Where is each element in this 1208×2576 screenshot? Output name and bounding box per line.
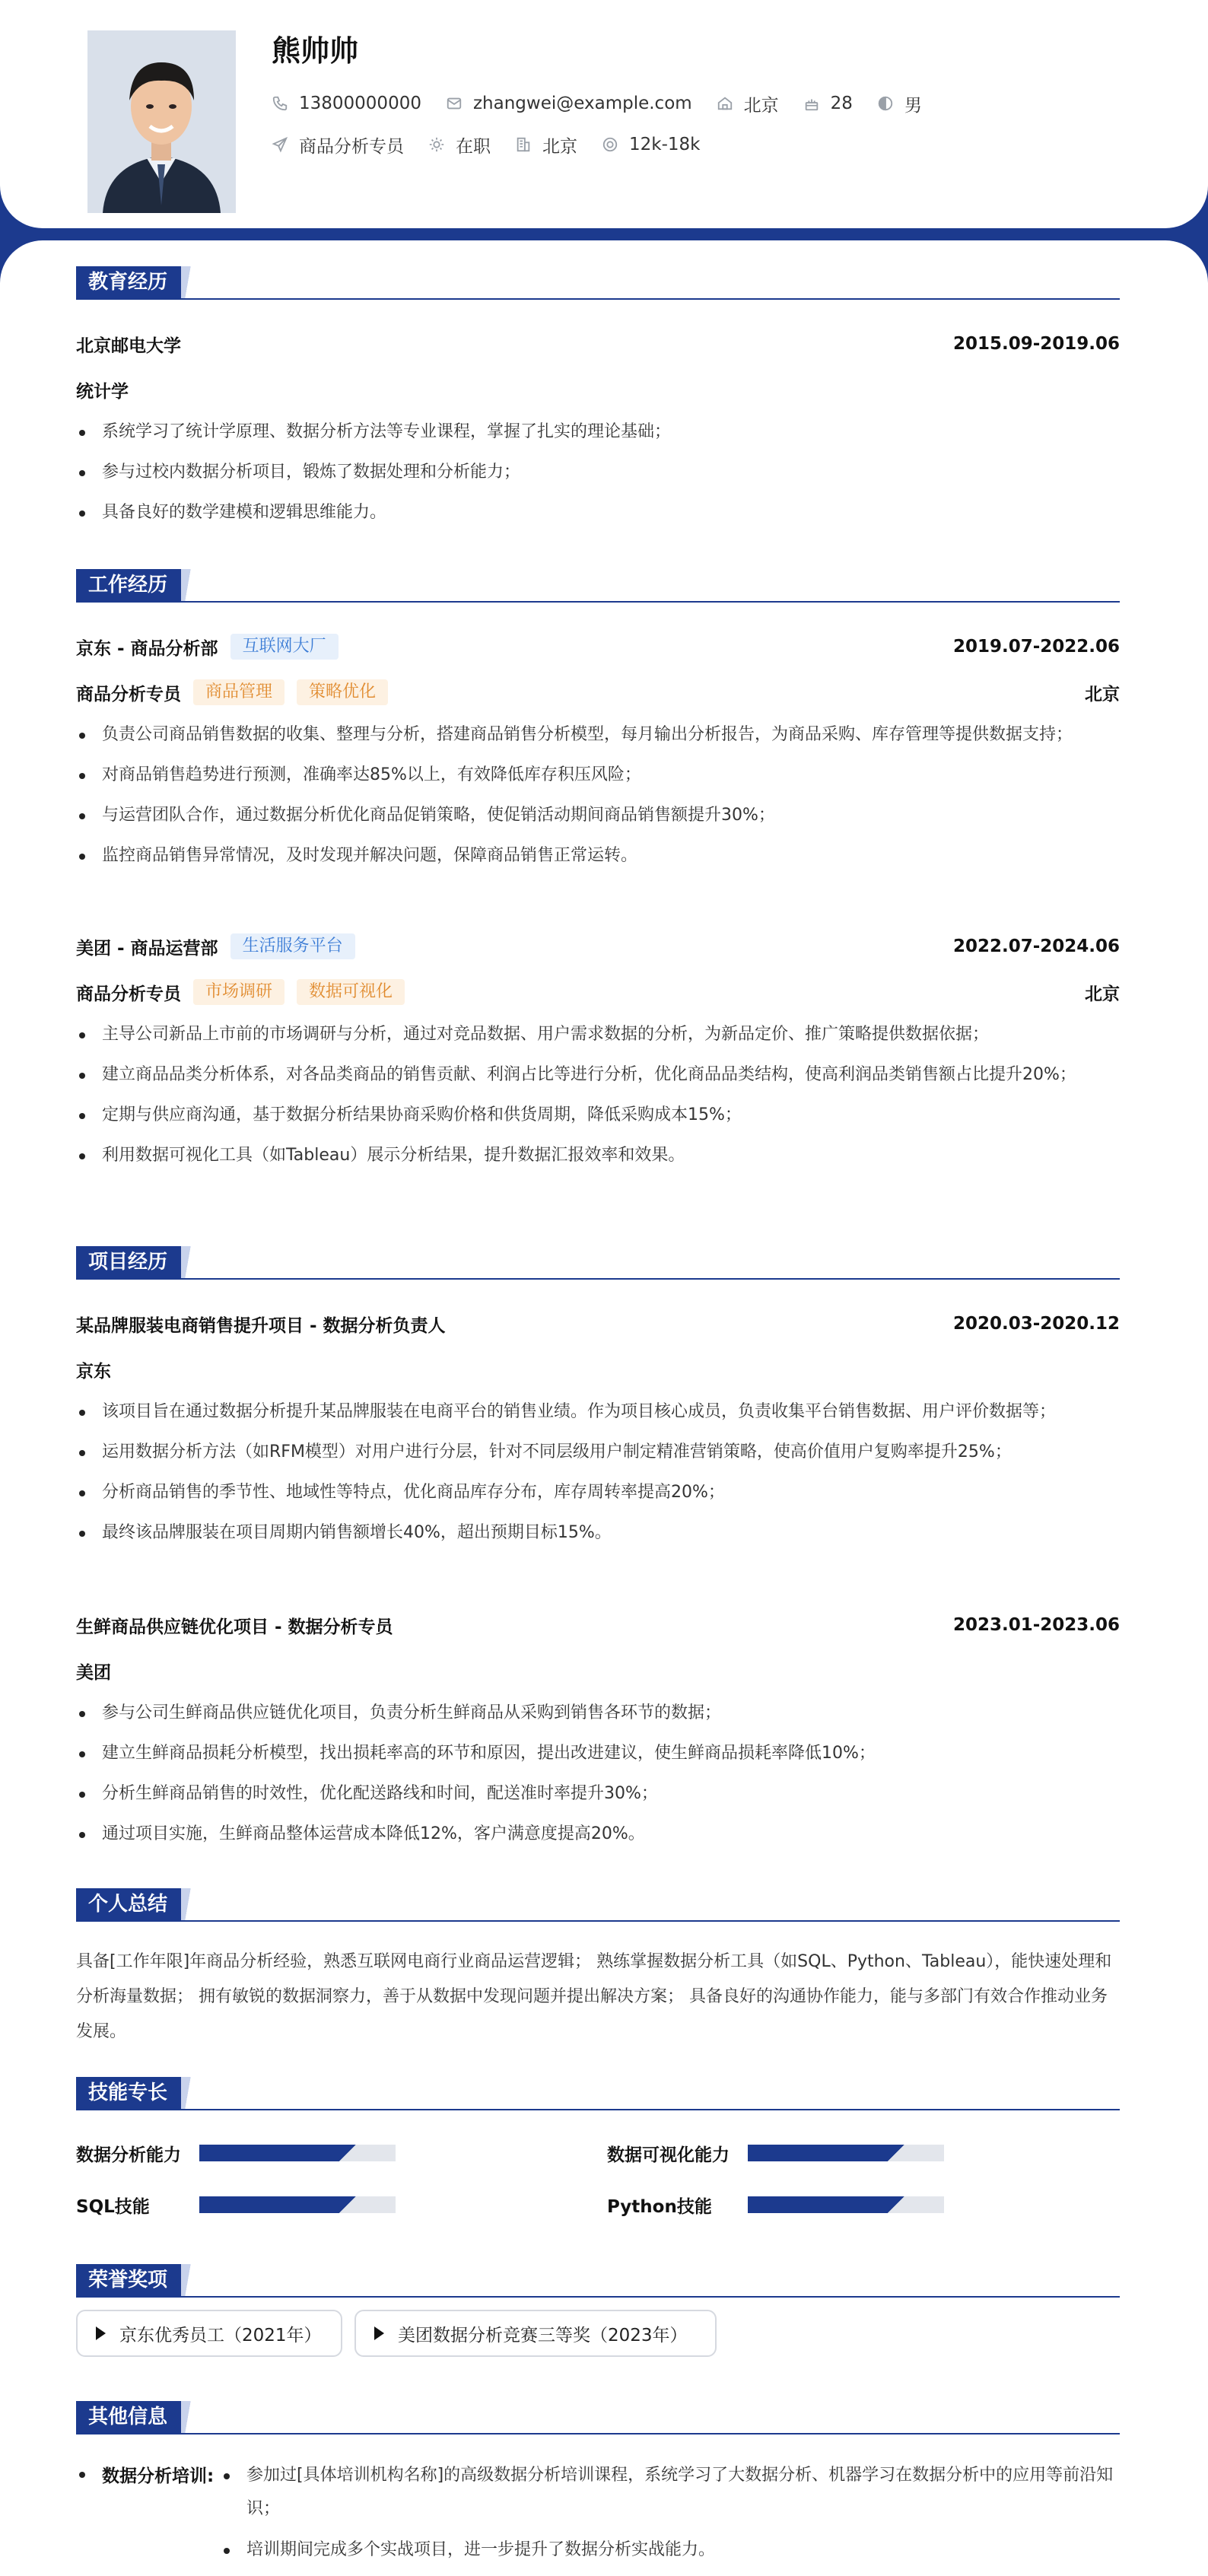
skill-name: 数据可视化能力 [607, 2145, 730, 2165]
avatar-illustration [87, 30, 236, 213]
education-header [76, 329, 1120, 359]
phone-info [272, 94, 421, 113]
award-card [76, 2310, 342, 2357]
gear-icon [428, 136, 445, 153]
skill-tag: 市场调研 [193, 979, 285, 1005]
list-item: 培训期间完成多个实战项目，进一步提升了数据分析实战能力。 [221, 2533, 1118, 2567]
salary-info [602, 135, 700, 154]
project-org-row-2 [76, 1655, 1120, 1686]
list-item: 该项目旨在通过数据分析提升某品牌服装在电商平台的销售业绩。作为项目核心成员，负责收集平台销售数据、用户评价数据等； [76, 1395, 1120, 1429]
skill-bar [199, 2196, 396, 2213]
building-icon [515, 136, 532, 153]
list-item: 分析生鲜商品销售的时效性，优化配送路线和时间，配送准时率提升30%； [76, 1777, 1120, 1811]
list-item: 系统学习了统计学原理、数据分析方法等专业课程，掌握了扎实的理论基础； [76, 415, 1120, 449]
list-item: 参与公司生鲜商品供应链优化项目，负责分析生鲜商品从采购到销售各环节的数据； [76, 1697, 1120, 1730]
other-bullets [221, 2459, 1118, 2574]
section-summary [76, 1888, 1120, 1922]
gender-icon [877, 95, 894, 112]
skill-bar-fill [748, 2145, 904, 2161]
send-icon [272, 136, 288, 153]
skill-bar [199, 2145, 396, 2161]
list-item: 监控商品销售异常情况，及时发现并解决问题，保障商品销售正常运转。 [76, 839, 1120, 873]
job-intent-row [272, 129, 724, 160]
list-item: 参加过[具体培训机构名称]的高级数据分析培训课程，系统学习了大数据分析、机器学习在数据分析中的应用等前沿知识； [221, 2459, 1118, 2526]
status-text: 在职 [456, 136, 491, 157]
section-title-other: 其他信息 [76, 2401, 181, 2433]
salary-text: 12k-18k [629, 135, 701, 154]
section-work [76, 569, 1120, 603]
project-period: 2023.01-2023.06 [952, 1615, 1120, 1635]
city-info [515, 132, 577, 157]
project-header-2 [76, 1610, 1120, 1640]
email-info [446, 94, 692, 113]
list-item: 建立商品品类分析体系，对各品类商品的销售贡献、利润占比等进行分析，优化商品品类结构，使高利润品类销售额占比提升20%； [76, 1058, 1120, 1092]
list-item: 主导公司新品上市前的市场调研与分析，通过对竞品数据、用户需求数据的分析，为新品定价、推广策略提供数据依据； [76, 1018, 1120, 1051]
gender-info [877, 91, 922, 116]
work-bullets-1 [76, 718, 1120, 879]
play-icon [374, 2326, 384, 2340]
project-header-1 [76, 1309, 1120, 1339]
section-title-awards: 荣誉奖项 [76, 2264, 181, 2296]
school-name: 北京邮电大学 [76, 336, 181, 356]
education-bullets [76, 415, 1120, 536]
skill-tag: 商品管理 [193, 679, 285, 705]
award-card [354, 2310, 717, 2357]
company-tag: 互联网大厂 [230, 634, 339, 660]
gender-text: 男 [904, 95, 922, 116]
project-name: 某品牌服装电商销售提升项目 - 数据分析负责人 [76, 1315, 446, 1336]
section-awards [76, 2264, 1120, 2298]
skill-bar-fill [748, 2196, 904, 2213]
work-period: 2022.07-2024.06 [952, 937, 1120, 956]
summary-text: 具备[工作年限]年商品分析经验，熟悉互联网电商行业商品运营逻辑； 熟练掌握数据分析工具（如SQL、Python、Tableau），能快速处理和分析海量数据； 拥有敏锐的数据洞察力，善于从数据中发现问题并提出解决方案； 具备良好的沟通协作能力，能与多部门有效合作推动业务发展。 [76, 1952, 1112, 2041]
role-name: 商品分析专员 [76, 684, 181, 704]
age-info [803, 94, 853, 113]
contact-row [272, 88, 946, 119]
avatar [87, 30, 236, 213]
phone-icon [272, 95, 288, 112]
project-org-row-1 [76, 1354, 1120, 1385]
candidate-name: 熊帅帅 [272, 34, 359, 68]
list-item: 运用数据分析方法（如RFM模型）对用户进行分层，针对不同层级用户制定精准营销策略，使高价值用户复购率提升25%； [76, 1436, 1120, 1469]
age-icon [803, 95, 820, 112]
skill-tag: 策略优化 [297, 679, 388, 705]
resume-header [0, 0, 1208, 228]
section-title-work: 工作经历 [76, 569, 181, 601]
skill-name: SQL技能 [76, 2196, 150, 2217]
company-name: 美团 - 商品运营部 [76, 938, 218, 959]
email-text: zhangwei@example.com [472, 94, 692, 113]
role-name: 商品分析专员 [76, 984, 181, 1004]
award-text: 京东优秀员工（2021年） [119, 2325, 322, 2345]
section-project [76, 1246, 1120, 1280]
project-org: 京东 [76, 1361, 111, 1382]
work-city: 北京 [1085, 684, 1120, 704]
skill-name: Python技能 [607, 2196, 712, 2217]
section-title-summary: 个人总结 [76, 1888, 181, 1920]
section-other [76, 2401, 1120, 2434]
position-info [272, 132, 404, 157]
list-item: 具备良好的数学建模和逻辑思维能力。 [76, 496, 1120, 530]
skill-tag: 数据可视化 [297, 979, 405, 1005]
project-bullets-2 [76, 1697, 1120, 1858]
list-item: 与运营团队合作，通过数据分析优化商品促销策略，使促销活动期间商品销售额提升30%； [76, 799, 1120, 832]
work-role-row-2 [76, 977, 1120, 1007]
position-text: 商品分析专员 [299, 136, 404, 157]
skill-bar-fill [199, 2196, 356, 2213]
skill-item [607, 2138, 944, 2168]
location-text: 北京 [743, 95, 779, 116]
project-period: 2020.03-2020.12 [952, 1314, 1120, 1334]
project-bullets-1 [76, 1395, 1120, 1557]
skill-item [607, 2190, 944, 2220]
list-item: 参与过校内数据分析项目，锻炼了数据处理和分析能力； [76, 456, 1120, 489]
work-role-row-1 [76, 677, 1120, 708]
skill-name: 数据分析能力 [76, 2145, 181, 2165]
list-item: 最终该品牌服装在项目周期内销售额增长40%，超出预期目标15%。 [76, 1516, 1120, 1550]
work-bullets-2 [76, 1018, 1120, 1179]
home-icon [717, 95, 733, 112]
work-period: 2019.07-2022.06 [952, 637, 1120, 657]
skill-bar [748, 2196, 944, 2213]
status-info [428, 132, 491, 157]
work-city: 北京 [1085, 984, 1120, 1004]
education-period: 2015.09-2019.06 [952, 334, 1120, 354]
list-item: 建立生鲜商品损耗分析模型，找出损耗率高的环节和原因，提出改进建议，使生鲜商品损耗率降低10%； [76, 1737, 1120, 1770]
company-name: 京东 - 商品分析部 [76, 638, 218, 659]
list-item: 定期与供应商沟通，基于数据分析结果协商采购价格和供货周期，降低采购成本15%； [76, 1099, 1120, 1132]
list-item: 通过项目实施，生鲜商品整体运营成本降低12%，客户满意度提高20%。 [76, 1818, 1120, 1851]
project-org: 美团 [76, 1662, 111, 1683]
skill-item [76, 2190, 396, 2220]
phone-text: 13800000000 [299, 94, 421, 113]
list-item: 负责公司商品销售数据的收集、整理与分析，搭建商品销售分析模型，每月输出分析报告，为商品采购、库存管理等提供数据支持； [76, 718, 1120, 752]
skill-bar-fill [199, 2145, 356, 2161]
list-item: 利用数据可视化工具（如Tableau）展示分析结果，提升数据汇报效率和效果。 [76, 1139, 1120, 1172]
age-text: 28 [830, 94, 853, 113]
skill-item [76, 2138, 396, 2168]
section-title-education: 教育经历 [76, 266, 181, 298]
list-item: 分析商品销售的季节性、地域性等特点，优化商品库存分布，库存周转率提高20%； [76, 1476, 1120, 1509]
skill-bar [748, 2145, 944, 2161]
list-item: 对商品销售趋势进行预测，准确率达85%以上，有效降低库存积压风险； [76, 758, 1120, 792]
work-header-1 [76, 631, 1120, 662]
work-header-2 [76, 931, 1120, 962]
resume-body [0, 240, 1208, 2576]
location-info [717, 91, 779, 116]
company-tag: 生活服务平台 [230, 933, 355, 959]
education-major-row [76, 374, 1120, 405]
coin-icon [602, 136, 618, 153]
major-name: 统计学 [76, 381, 129, 402]
other-label: 数据分析培训: [76, 2462, 214, 2487]
section-skills [76, 2077, 1120, 2110]
award-text: 美团数据分析竞赛三等奖（2023年） [398, 2325, 688, 2345]
city-text: 北京 [542, 136, 577, 157]
section-title-skills: 技能专长 [76, 2077, 181, 2109]
section-education [76, 266, 1120, 300]
project-name: 生鲜商品供应链优化项目 - 数据分析专员 [76, 1617, 393, 1637]
play-icon [96, 2326, 106, 2340]
mail-icon [446, 95, 463, 112]
section-title-project: 项目经历 [76, 1246, 181, 1278]
